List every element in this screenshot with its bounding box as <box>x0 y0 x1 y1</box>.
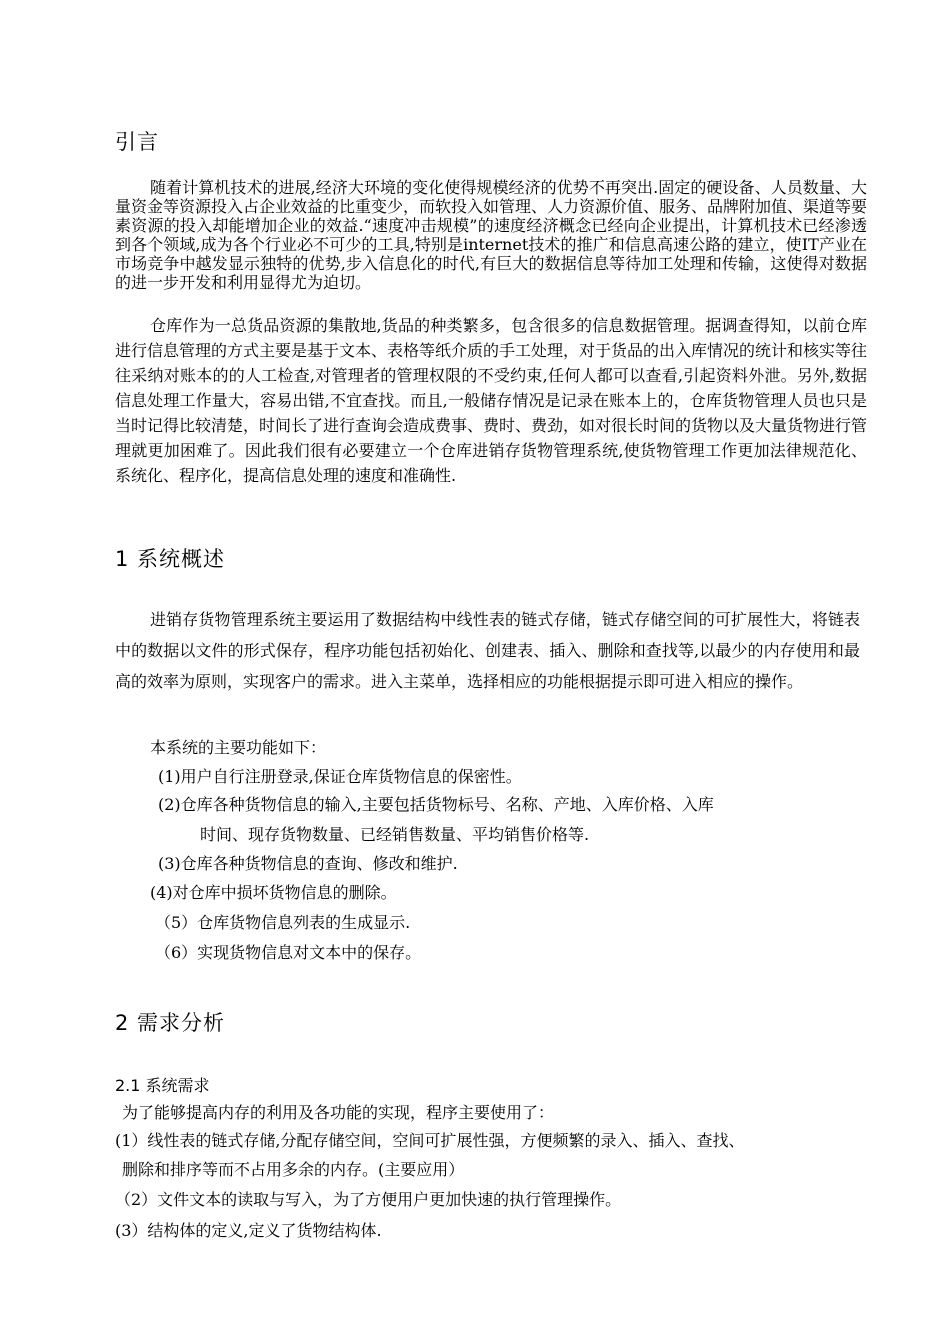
feature-item-6: （6）实现货物信息对文本中的保存。 <box>155 943 422 962</box>
intro-paragraph-1-block <box>115 178 867 292</box>
intro-paragraph-2: 仓库作为一总货品资源的集散地,货品的种类繁多，包含很多的信息数据管理。据调查得知，以前仓库进行信息管理的方式主要是基于文本、表格等纸介质的手工处理，对于货品的出入库情况的统计和核实等往往采纳对账本的的人工检查,对管理者的管理权限的不受约束,任何人都可以查看,引起资料外泄。另外,数据信息处理工作量大，容易出错,不宜查找。而且,一般储存情况是记录在账本上的，仓库货物管理人员也只是当时记得比较清楚，时间长了进行查询会造成费事、费时、费劲，如对很长时间的货物以及大量货物进行管理就更加困难了。因此我们很有必要建立一个仓库进销存货物管理系统,使货物管理工作更加法律规范化、系统化、程序化，提高信息处理的速度和准确性. <box>115 316 868 485</box>
requirement-item-1-line-1: (1）线性表的链式存储,分配存储空间，空间可扩展性强，方便频繁的录入、插入、查找、 <box>115 1131 745 1150</box>
requirements-intro: 为了能够提高内存的利用及各功能的实现，程序主要使用了： <box>122 1103 555 1122</box>
requirement-item-3: (3）结构体的定义,定义了货物结构体. <box>115 1221 382 1240</box>
feature-item-2-line-2: 时间、现存货物数量、已经销售数量、平均销售价格等. <box>200 825 590 844</box>
feature-item-5: （5）仓库货物信息列表的生成显示. <box>155 913 411 932</box>
feature-item-3: (3)仓库各种货物信息的查询、修改和维护. <box>158 854 458 873</box>
requirement-item-2: （2）文件文本的读取与写入，为了方便用户更加快速的执行管理操作。 <box>115 1190 622 1209</box>
intro-paragraph-1: 随着计算机技术的进展,经济大环境的变化使得规模经济的优势不再突出.固定的硬设备、人员数量、大量资金等资源投入占企业效益的比重变少，而软投入如管理、人力资源价值、服务、品牌附加值、渠道等要素资源的投入却能增加企业的效益.“速度冲击规模”的速度经济概念已经向企业提出，计算机技术已经渗透到各个领域,成为各个行业必不可少的工具,特别是internet技术的推广和信息高速公路的建立，使IT产业在市场竞争中越发显示独特的优势,步入信息化的时代,有巨大的数据信息等待加工处理和传输，这使得对数据的进一步开发和利用显得尤为迫切。 <box>115 178 868 292</box>
feature-item-2-line-1: (2)仓库各种货物信息的输入,主要包括货物标号、名称、产地、入库价格、入库 <box>158 795 714 814</box>
section-1-heading: 1 系统概述 <box>115 547 226 571</box>
intro-heading: 引言 <box>115 130 159 154</box>
subsection-2-1-heading: 2.1 系统需求 <box>115 1076 210 1095</box>
features-intro: 本系统的主要功能如下： <box>150 738 327 757</box>
feature-item-1: (1)用户自行注册登录,保证仓库货物信息的保密性。 <box>158 767 522 786</box>
requirement-item-1-line-2: 删除和排序等而不占用多余的内存。(主要应用） <box>122 1160 465 1179</box>
section-1-paragraph: 进销存货物管理系统主要运用了数据结构中线性表的链式存储，链式存储空间的可扩展性大，将链表中的数据以文件的形式保存，程序功能包括初始化、创建表、插入、删除和查找等,以最少的内存使用和最高的效率为原则，实现客户的需求。进入主菜单，选择相应的功能根据提示即可进入相应的操作。 <box>115 610 860 691</box>
feature-item-4: (4)对仓库中损坏货物信息的删除。 <box>150 883 397 902</box>
section-2-heading: 2 需求分析 <box>115 1011 226 1035</box>
